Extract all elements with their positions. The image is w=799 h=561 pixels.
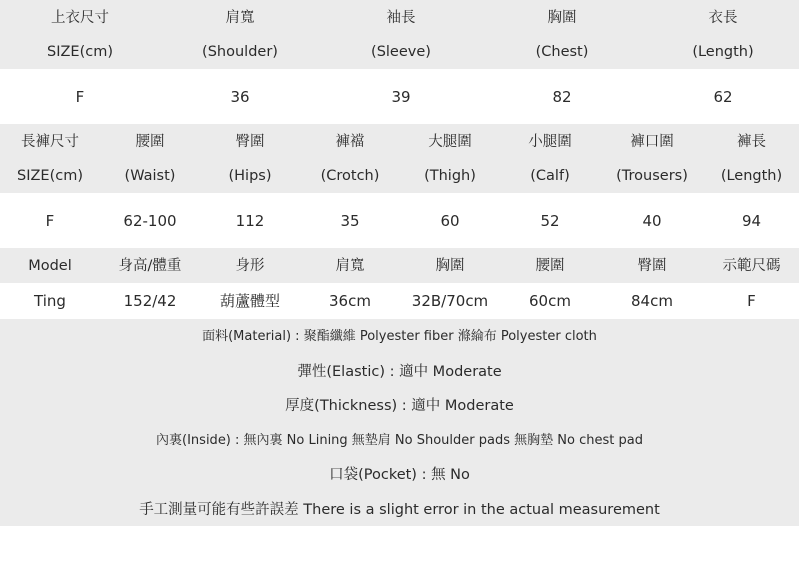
- model-value-body-shape: 葫蘆體型: [219, 292, 280, 310]
- top-value-row: [0, 80, 799, 114]
- info-material: 面料(Material) : 聚酯纖維 Polyester fiber 滌綸布 Polyester cloth: [202, 329, 597, 344]
- pants-header-calf-en: (Calf): [530, 168, 570, 184]
- pants-header-zh-row: [0, 125, 799, 159]
- pants-value-calf: 52: [540, 212, 560, 230]
- pants-header-waist-en: (Waist): [124, 168, 176, 184]
- pants-value-trousers: 40: [642, 212, 662, 230]
- pants-header-crotch: 褲襠: [335, 134, 365, 150]
- pants-header-length: 褲長: [737, 134, 766, 150]
- model-header-waist: 腰圍: [535, 258, 565, 274]
- pants-header-thigh: 大腿圍: [428, 134, 472, 150]
- model-value-row: [0, 284, 799, 318]
- top-value-shoulder: 36: [230, 88, 250, 106]
- pants-header-calf: 小腿圍: [528, 134, 572, 150]
- top-header-size: 上衣尺寸: [51, 10, 109, 26]
- pants-header-thigh-en: (Thigh): [424, 168, 476, 184]
- top-header-shoulder-en: (Shoulder): [202, 44, 278, 60]
- top-header-length: 衣長: [708, 10, 738, 26]
- top-header-en-row: [0, 35, 799, 69]
- info-thickness: 厚度(Thickness) : 適中 Moderate: [285, 398, 514, 414]
- model-header-height-weight: 身高/體重: [118, 258, 182, 274]
- top-header-sleeve: 袖長: [386, 10, 416, 26]
- info-elastic: 彈性(Elastic) : 適中 Moderate: [297, 364, 502, 380]
- top-value-size: F: [75, 88, 85, 106]
- model-header-row: [0, 249, 799, 283]
- top-header-size-en: SIZE(cm): [47, 44, 113, 60]
- model-header-chest: 胸圍: [435, 258, 465, 274]
- top-header-chest-en: (Chest): [535, 44, 589, 60]
- model-header-model: Model: [28, 258, 72, 274]
- model-value-shoulder: 36cm: [329, 292, 371, 310]
- pants-header-en-row: [0, 159, 799, 193]
- top-value-length: 62: [713, 88, 733, 106]
- pants-header-size-en: SIZE(cm): [17, 168, 83, 184]
- top-header-length-en: (Length): [692, 44, 754, 60]
- model-header-body-shape: 身形: [235, 258, 265, 274]
- info-inside: 內裏(Inside) : 無內裏 No Lining 無墊肩 No Shoulder pads 無胸墊 No chest pad: [156, 433, 643, 448]
- info-pocket: 口袋(Pocket) : 無 No: [329, 467, 470, 483]
- pants-header-waist: 腰圍: [135, 134, 165, 150]
- top-header-zh-row: [0, 1, 799, 35]
- pants-value-crotch: 35: [340, 212, 360, 230]
- top-value-chest: 82: [552, 88, 572, 106]
- pants-header-length-en: (Length): [720, 168, 783, 184]
- model-value-hips: 84cm: [631, 292, 673, 310]
- pants-value-hips: 112: [235, 212, 265, 230]
- top-header-shoulder: 肩寬: [225, 10, 255, 26]
- pants-value-size: F: [45, 212, 55, 230]
- model-value-chest: 32B/70cm: [411, 292, 489, 310]
- pants-header-hips-en: (Hips): [228, 168, 272, 184]
- model-header-shoulder: 肩寬: [335, 258, 365, 274]
- top-value-sleeve: 39: [391, 88, 411, 106]
- pants-header-trousers-en: (Trousers): [616, 168, 688, 184]
- pants-header-crotch-en: (Crotch): [320, 168, 380, 184]
- pants-header-hips: 臀圍: [235, 134, 265, 150]
- model-value-size: F: [747, 292, 756, 310]
- pants-value-waist: 62-100: [123, 212, 177, 230]
- info-measurement-note: 手工測量可能有些許誤差 There is a slight error in the actual measurement: [139, 502, 660, 518]
- pants-value-thigh: 60: [440, 212, 460, 230]
- model-header-size: 示範尺碼: [722, 258, 781, 274]
- model-value-height-weight: 152/42: [123, 292, 177, 310]
- pants-header-size: 長褲尺寸: [21, 134, 79, 150]
- pants-value-length: 94: [741, 212, 762, 230]
- model-value-name: Ting: [34, 292, 66, 310]
- model-value-waist: 60cm: [529, 292, 571, 310]
- model-header-hips: 臀圍: [637, 258, 667, 274]
- pants-header-trousers: 褲口圍: [630, 134, 674, 150]
- top-header-sleeve-en: (Sleeve): [371, 44, 431, 60]
- top-header-chest: 胸圍: [547, 10, 577, 26]
- pants-value-row: [0, 204, 799, 238]
